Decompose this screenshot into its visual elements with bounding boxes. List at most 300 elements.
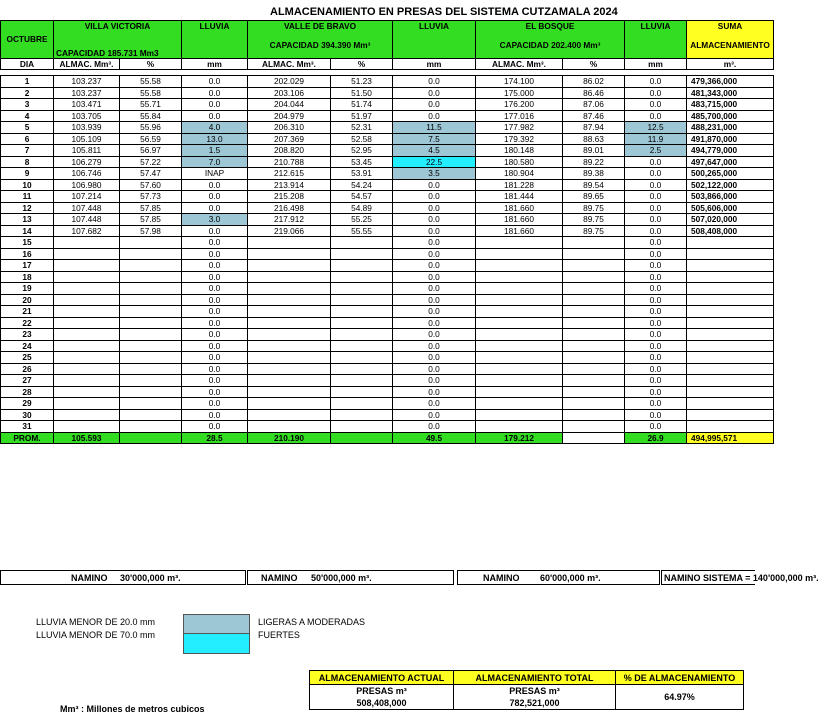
table-row <box>1 386 774 398</box>
cell-day: 10 <box>1 179 54 191</box>
cell-rain-vb: 0.0 <box>393 87 476 99</box>
cell-pct-vb: 54.24 <box>331 179 393 191</box>
cell-rain-vb: 0.0 <box>393 260 476 272</box>
cell-pct-vb: 51.74 <box>331 99 393 111</box>
cell-pct-vv: 55.84 <box>120 110 182 122</box>
cell-almac-vb: 206.310 <box>248 122 331 134</box>
summary-header-total: ALMACENAMIENTO TOTAL <box>454 671 616 685</box>
cell-almac-vb: 216.498 <box>248 202 331 214</box>
summary-total-value: 782,521,000 <box>454 698 616 710</box>
cell-day: 18 <box>1 271 54 283</box>
capacity-valle-de-bravo: CAPACIDAD 394.390 Mm³ <box>248 32 393 59</box>
cell-sum: 505,606,000 <box>687 202 774 214</box>
cell-almac-vb <box>248 306 331 318</box>
cell-pct-vb: 55.55 <box>331 225 393 237</box>
cell-pct-vb <box>331 409 393 421</box>
cell-almac-eb: 180.148 <box>476 145 563 157</box>
almac-header-vb: ALMAC. Mm³. <box>248 58 331 70</box>
cell-almac-vb <box>248 363 331 375</box>
cell-pct-vv <box>120 363 182 375</box>
cell-sum: 485,700,000 <box>687 110 774 122</box>
cell-pct-eb <box>563 271 625 283</box>
cell-rain-vv: 0.0 <box>182 237 248 249</box>
cell-almac-vv <box>54 329 120 341</box>
table-row <box>1 191 774 203</box>
cell-rain-vv: 0.0 <box>182 283 248 295</box>
cell-sum <box>687 386 774 398</box>
table-row <box>1 99 774 111</box>
pct-header-vb: % <box>331 58 393 70</box>
units-note: Mm³ : Millones de metros cubicos <box>60 704 205 714</box>
cell-almac-vb <box>248 283 331 295</box>
cell-almac-vv <box>54 237 120 249</box>
cell-almac-vv <box>54 409 120 421</box>
table-row <box>1 271 774 283</box>
cell-rain-vv: 0.0 <box>182 294 248 306</box>
cell-rain-vb: 0.0 <box>393 110 476 122</box>
cell-almac-vv <box>54 260 120 272</box>
namino-el-bosque: NAMINO 60'000,000 m³. <box>457 570 660 585</box>
cell-rain-eb: 0.0 <box>625 329 687 341</box>
table-row <box>1 133 774 145</box>
cell-almac-vv <box>54 421 120 433</box>
prom-vv: 105.593 <box>54 432 120 444</box>
dam-name-valle-de-bravo: VALLE DE BRAVO <box>248 21 393 32</box>
summary-presas-actual: PRESAS m³ <box>310 685 454 698</box>
cell-rain-vv: 0.0 <box>182 375 248 387</box>
table-row <box>1 294 774 306</box>
cell-day: 7 <box>1 145 54 157</box>
table-row <box>1 329 774 341</box>
cell-rain-vv: 0.0 <box>182 179 248 191</box>
cell-rain-eb: 0.0 <box>625 363 687 375</box>
cell-rain-eb: 0.0 <box>625 340 687 352</box>
cell-pct-vb <box>331 398 393 410</box>
cell-pct-vb: 52.31 <box>331 122 393 134</box>
table-row <box>1 156 774 168</box>
cell-pct-eb <box>563 398 625 410</box>
lluvia-header-eb: LLUVIA <box>625 21 687 59</box>
cell-pct-eb: 89.22 <box>563 156 625 168</box>
cell-pct-vv <box>120 409 182 421</box>
cell-rain-vv: 0.0 <box>182 99 248 111</box>
cell-rain-eb: 0.0 <box>625 214 687 226</box>
cell-sum <box>687 248 774 260</box>
cell-rain-eb: 0.0 <box>625 202 687 214</box>
cell-sum <box>687 306 774 318</box>
cell-pct-vb <box>331 375 393 387</box>
cell-rain-eb: 0.0 <box>625 99 687 111</box>
table-row <box>1 340 774 352</box>
table-row <box>1 87 774 99</box>
cell-pct-vv: 57.85 <box>120 214 182 226</box>
cell-rain-eb: 0.0 <box>625 294 687 306</box>
cell-almac-eb <box>476 329 563 341</box>
page-title: ALMACENAMIENTO EN PRESAS DEL SISTEMA CUTZAMALA 2024 <box>270 6 618 18</box>
mm-header-vv: mm <box>182 58 248 70</box>
almac-header-vv: ALMAC. Mm³. <box>54 58 120 70</box>
cell-day: 2 <box>1 87 54 99</box>
cell-sum <box>687 352 774 364</box>
cell-almac-eb <box>476 409 563 421</box>
cell-pct-vv <box>120 386 182 398</box>
cell-sum <box>687 237 774 249</box>
cell-almac-vv: 107.448 <box>54 202 120 214</box>
cell-almac-vb: 203.106 <box>248 87 331 99</box>
cell-almac-vb: 219.066 <box>248 225 331 237</box>
cell-rain-vv: 0.0 <box>182 306 248 318</box>
cell-day: 13 <box>1 214 54 226</box>
cell-day: 16 <box>1 248 54 260</box>
pct-header-eb: % <box>563 58 625 70</box>
legend-labels <box>258 616 365 642</box>
cell-rain-vb: 0.0 <box>393 214 476 226</box>
cell-rain-vb: 0.0 <box>393 409 476 421</box>
prom-vv-rain: 28.5 <box>182 432 248 444</box>
cell-almac-vv: 107.448 <box>54 214 120 226</box>
table-row <box>1 317 774 329</box>
cell-day: 19 <box>1 283 54 295</box>
cell-pct-eb: 88.63 <box>563 133 625 145</box>
cell-almac-vv <box>54 386 120 398</box>
cell-rain-vb: 0.0 <box>393 306 476 318</box>
prom-eb-rain: 26.9 <box>625 432 687 444</box>
cell-almac-vb: 215.208 <box>248 191 331 203</box>
cell-almac-vb: 202.029 <box>248 76 331 88</box>
cell-pct-vv <box>120 260 182 272</box>
table-row <box>1 237 774 249</box>
cell-pct-vv <box>120 306 182 318</box>
cell-almac-eb <box>476 294 563 306</box>
cell-pct-eb: 87.06 <box>563 99 625 111</box>
cell-almac-vb <box>248 248 331 260</box>
cell-almac-eb: 177.016 <box>476 110 563 122</box>
cell-pct-vv <box>120 271 182 283</box>
cell-pct-eb <box>563 340 625 352</box>
cell-pct-vv <box>120 283 182 295</box>
cell-almac-eb: 174.100 <box>476 76 563 88</box>
prom-sum: 494,995,571 <box>687 432 774 444</box>
month-header: OCTUBRE <box>1 21 54 59</box>
cell-pct-vv: 57.85 <box>120 202 182 214</box>
cell-almac-vb <box>248 352 331 364</box>
cell-day: 26 <box>1 363 54 375</box>
cell-rain-vb: 0.0 <box>393 375 476 387</box>
cell-rain-vb: 0.0 <box>393 76 476 88</box>
cell-rain-vv: 0.0 <box>182 225 248 237</box>
cell-almac-vb <box>248 409 331 421</box>
cell-rain-vb: 0.0 <box>393 317 476 329</box>
cell-pct-vv <box>120 237 182 249</box>
cell-rain-vb: 0.0 <box>393 421 476 433</box>
cell-almac-vb <box>248 294 331 306</box>
cell-rain-eb: 0.0 <box>625 283 687 295</box>
cell-rain-vb: 0.0 <box>393 363 476 375</box>
cell-rain-vb: 22.5 <box>393 156 476 168</box>
namino-valle-de-bravo: NAMINO 50'000,000 m³. <box>247 570 454 585</box>
legend-swatch-light <box>183 614 250 635</box>
cell-pct-vb <box>331 386 393 398</box>
cell-pct-eb: 89.75 <box>563 214 625 226</box>
cell-rain-eb: 0.0 <box>625 87 687 99</box>
cell-pct-vv <box>120 329 182 341</box>
cell-almac-vb: 210.788 <box>248 156 331 168</box>
table-row <box>1 122 774 134</box>
cell-almac-eb: 175.000 <box>476 87 563 99</box>
cell-pct-vv <box>120 317 182 329</box>
cell-almac-vb <box>248 329 331 341</box>
cell-pct-vv <box>120 352 182 364</box>
cell-almac-vv <box>54 294 120 306</box>
dam-name-villa-victoria: VILLA VICTORIA <box>54 21 182 32</box>
cell-day: 24 <box>1 340 54 352</box>
cell-rain-eb: 0.0 <box>625 352 687 364</box>
cell-pct-vv: 55.96 <box>120 122 182 134</box>
cell-almac-vb: 204.979 <box>248 110 331 122</box>
cell-pct-vb <box>331 352 393 364</box>
cell-pct-vb <box>331 294 393 306</box>
table-row <box>1 110 774 122</box>
cell-almac-eb <box>476 283 563 295</box>
cell-rain-vv: 0.0 <box>182 191 248 203</box>
legend-label-heavy: FUERTES <box>258 630 300 640</box>
cell-almac-eb <box>476 375 563 387</box>
cell-rain-eb: 0.0 <box>625 409 687 421</box>
m3-header: m³. <box>687 58 774 70</box>
cell-almac-vv: 106.279 <box>54 156 120 168</box>
cell-pct-vb: 52.95 <box>331 145 393 157</box>
cell-rain-eb: 12.5 <box>625 122 687 134</box>
cell-rain-vv: 3.0 <box>182 214 248 226</box>
cell-almac-vb <box>248 260 331 272</box>
table-row <box>1 283 774 295</box>
cell-almac-eb: 180.580 <box>476 156 563 168</box>
cell-pct-eb <box>563 317 625 329</box>
cell-pct-vb: 52.58 <box>331 133 393 145</box>
cell-day: 22 <box>1 317 54 329</box>
cell-sum <box>687 421 774 433</box>
cell-sum: 483,715,000 <box>687 99 774 111</box>
legend-swatch-heavy <box>183 633 250 654</box>
cell-pct-vb <box>331 421 393 433</box>
cell-almac-vv <box>54 340 120 352</box>
cell-pct-eb: 89.75 <box>563 202 625 214</box>
cell-almac-eb <box>476 352 563 364</box>
cell-almac-eb <box>476 421 563 433</box>
cell-almac-vv: 103.237 <box>54 87 120 99</box>
cell-day: 21 <box>1 306 54 318</box>
cell-pct-eb <box>563 306 625 318</box>
summary-header-pct: % DE ALMACENAMIENTO <box>616 671 744 685</box>
cell-rain-vb: 0.0 <box>393 329 476 341</box>
storage-table <box>0 20 774 444</box>
cell-pct-vv: 56.97 <box>120 145 182 157</box>
cell-almac-eb: 179.392 <box>476 133 563 145</box>
cell-day: 25 <box>1 352 54 364</box>
cell-rain-vv: 0.0 <box>182 329 248 341</box>
cell-pct-eb <box>563 386 625 398</box>
summary-actual-value: 508,408,000 <box>310 698 454 710</box>
cell-almac-eb <box>476 306 563 318</box>
cell-almac-vb: 204.044 <box>248 99 331 111</box>
cell-day: 28 <box>1 386 54 398</box>
cell-rain-vb: 0.0 <box>393 398 476 410</box>
lluvia-header-vb: LLUVIA <box>393 21 476 59</box>
cell-pct-eb: 87.46 <box>563 110 625 122</box>
cell-almac-eb: 181.228 <box>476 179 563 191</box>
cell-sum <box>687 283 774 295</box>
cell-pct-vv: 57.98 <box>120 225 182 237</box>
cell-pct-vb <box>331 260 393 272</box>
cell-rain-eb: 0.0 <box>625 156 687 168</box>
cell-almac-vb: 213.914 <box>248 179 331 191</box>
cell-rain-vb: 0.0 <box>393 99 476 111</box>
prom-vb: 210.190 <box>248 432 331 444</box>
cell-rain-eb: 0.0 <box>625 237 687 249</box>
lluvia-header-vv: LLUVIA <box>182 21 248 59</box>
cell-almac-vv: 105.811 <box>54 145 120 157</box>
cell-pct-vb <box>331 271 393 283</box>
legend-line-heavy: LLUVIA MENOR DE 70.0 mm <box>36 630 156 640</box>
cell-pct-eb: 86.46 <box>563 87 625 99</box>
cell-almac-vv: 103.471 <box>54 99 120 111</box>
cell-rain-eb: 0.0 <box>625 271 687 283</box>
cell-rain-vv: 0.0 <box>182 202 248 214</box>
legend-line-light: LLUVIA MENOR DE 20.0 mm <box>36 617 156 627</box>
cell-rain-eb: 0.0 <box>625 191 687 203</box>
cell-pct-vb <box>331 340 393 352</box>
cell-pct-eb <box>563 294 625 306</box>
cell-rain-vb: 0.0 <box>393 352 476 364</box>
capacity-el-bosque: CAPACIDAD 202.400 Mm³ <box>476 32 625 59</box>
cell-almac-vv: 103.705 <box>54 110 120 122</box>
cell-rain-vb: 4.5 <box>393 145 476 157</box>
cell-day: 11 <box>1 191 54 203</box>
cell-almac-eb <box>476 260 563 272</box>
table-row <box>1 260 774 272</box>
dam-name-el-bosque: EL BOSQUE <box>476 21 625 32</box>
cell-sum <box>687 329 774 341</box>
cell-pct-vv <box>120 340 182 352</box>
cell-rain-vv: 7.0 <box>182 156 248 168</box>
cell-rain-vv: 0.0 <box>182 398 248 410</box>
cell-pct-vb: 53.91 <box>331 168 393 180</box>
cell-pct-vv <box>120 398 182 410</box>
cell-day: 3 <box>1 99 54 111</box>
cell-pct-eb: 87.94 <box>563 122 625 134</box>
cell-almac-vv: 106.980 <box>54 179 120 191</box>
cell-pct-eb <box>563 409 625 421</box>
cell-rain-vb: 0.0 <box>393 283 476 295</box>
cell-rain-eb: 2.5 <box>625 145 687 157</box>
cell-pct-vv <box>120 294 182 306</box>
cell-almac-vv: 107.214 <box>54 191 120 203</box>
cell-day: 23 <box>1 329 54 341</box>
cell-almac-vb: 208.820 <box>248 145 331 157</box>
cell-almac-vv <box>54 248 120 260</box>
cell-almac-eb <box>476 248 563 260</box>
cell-sum <box>687 409 774 421</box>
cell-rain-vv: 0.0 <box>182 248 248 260</box>
cell-rain-vb: 11.5 <box>393 122 476 134</box>
prom-label: PROM. <box>1 432 54 444</box>
cell-rain-vv: 0.0 <box>182 317 248 329</box>
cell-rain-eb: 0.0 <box>625 306 687 318</box>
cell-rain-vb: 0.0 <box>393 202 476 214</box>
cell-pct-vb: 53.45 <box>331 156 393 168</box>
cell-pct-eb: 89.38 <box>563 168 625 180</box>
table-row <box>1 363 774 375</box>
cell-pct-vv <box>120 248 182 260</box>
average-row <box>1 432 774 444</box>
prom-eb: 179.212 <box>476 432 563 444</box>
cell-pct-vv <box>120 421 182 433</box>
cell-almac-vv <box>54 283 120 295</box>
table-row <box>1 352 774 364</box>
suma-header-sub: ALMACENAMIENTO <box>687 32 774 59</box>
table-row <box>1 145 774 157</box>
cell-day: 8 <box>1 156 54 168</box>
cell-rain-eb: 0.0 <box>625 375 687 387</box>
cell-almac-vb <box>248 398 331 410</box>
cell-rain-eb: 0.0 <box>625 317 687 329</box>
cell-sum: 481,343,000 <box>687 87 774 99</box>
cell-almac-vv: 107.682 <box>54 225 120 237</box>
summary-table <box>309 670 744 710</box>
cell-sum <box>687 317 774 329</box>
cell-sum <box>687 271 774 283</box>
cell-rain-vb: 0.0 <box>393 179 476 191</box>
cell-sum: 508,408,000 <box>687 225 774 237</box>
cell-pct-eb <box>563 352 625 364</box>
cell-rain-eb: 0.0 <box>625 421 687 433</box>
mm-header-vb: mm <box>393 58 476 70</box>
cell-sum <box>687 398 774 410</box>
cell-pct-vb <box>331 237 393 249</box>
cell-almac-eb: 176.200 <box>476 99 563 111</box>
table-row <box>1 421 774 433</box>
cell-almac-vv <box>54 363 120 375</box>
cell-day: 27 <box>1 375 54 387</box>
cell-pct-eb <box>563 283 625 295</box>
cell-rain-vv: 0.0 <box>182 271 248 283</box>
cell-almac-vv <box>54 352 120 364</box>
cell-pct-vb: 51.97 <box>331 110 393 122</box>
cell-day: 29 <box>1 398 54 410</box>
cell-rain-eb: 0.0 <box>625 179 687 191</box>
cell-rain-vv: 0.0 <box>182 87 248 99</box>
cell-day: 6 <box>1 133 54 145</box>
cell-almac-vb: 212.615 <box>248 168 331 180</box>
cell-rain-vb: 0.0 <box>393 386 476 398</box>
cell-sum: 494,779,000 <box>687 145 774 157</box>
cell-rain-eb: 0.0 <box>625 260 687 272</box>
cell-day: 14 <box>1 225 54 237</box>
cell-rain-vv: 0.0 <box>182 352 248 364</box>
cell-rain-vb: 0.0 <box>393 225 476 237</box>
cell-almac-eb: 181.660 <box>476 214 563 226</box>
cell-almac-eb <box>476 237 563 249</box>
cell-almac-vb <box>248 271 331 283</box>
cell-pct-vb: 54.89 <box>331 202 393 214</box>
cell-day: 5 <box>1 122 54 134</box>
cell-sum <box>687 294 774 306</box>
almac-header-eb: ALMAC. Mm³. <box>476 58 563 70</box>
cell-pct-eb <box>563 421 625 433</box>
cell-pct-vb <box>331 363 393 375</box>
cell-almac-vb <box>248 386 331 398</box>
cell-sum <box>687 260 774 272</box>
